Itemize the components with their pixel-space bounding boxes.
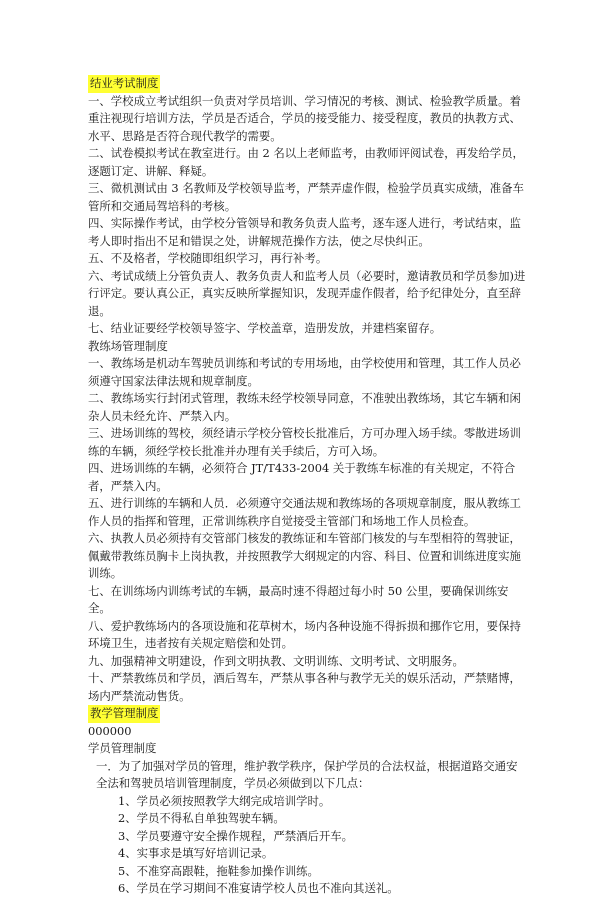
student-rule-6: 6、学员在学习期间不准宴请学校人员也不准向其送礼。 bbox=[118, 881, 399, 895]
document-page bbox=[88, 75, 528, 898]
ground-rule-4: 四、进场训练的车辆，必须符合 JT/T433-2004 关于教练车标准的有关规定，不符合者，严禁入内。 bbox=[88, 461, 516, 493]
section-heading-training-ground: 教练场管理制度 bbox=[88, 338, 168, 353]
student-rule-4: 4、实事求是填写好培训记录。 bbox=[118, 846, 274, 860]
ground-rule-10: 十、严禁教练员和学员，酒后驾车，严禁从事各种与教学无关的娱乐活动，严禁赌博，场内严禁流动售货。 bbox=[88, 671, 521, 703]
ground-rule-8: 八、爱护教练场内的各项设施和花草树木，场内各种设施不得拆损和挪作它用，要保持环境卫生，违者按有关规定赔偿和处罚。 bbox=[88, 618, 521, 650]
highlighted-heading: 结业考试制度 bbox=[88, 75, 160, 93]
ground-rule-5: 五、进行训练的车辆和人员．必须遵守交通法规和教练场的各项规章制度，服从教练工作人员的指挥和管理，正常训练秩序自觉接受主管部门和场地工作人员检查。 bbox=[88, 496, 521, 528]
ground-rule-6: 六、执教人员必须持有交管部门核发的教练证和车管部门核发的与车型相符的驾驶证，佩戴带教练员胸卡上岗执教，并按照教学大纲规定的内容、科目、位置和训练进度实施训练。 bbox=[88, 531, 521, 580]
ground-rule-7: 七、在训练场内训练考试的车辆，最高时速不得超过每小时 50 公里，要确保训练安全。 bbox=[88, 583, 509, 615]
exam-rule-7: 七、结业证要经学校领导签字、学校盖章，造册发放，并建档案留存。 bbox=[88, 321, 442, 335]
exam-rule-3: 三、微机测试由 3 名教师及学校领导监考，严禁弄虚作假，检验学员真实成绩，准备车管所和交通局驾培科的考核。 bbox=[88, 181, 524, 213]
exam-rule-5: 五、不及格者，学校随即组织学习，再行补考。 bbox=[88, 251, 328, 265]
ground-rule-9: 九、加强精神文明建设，作到文明执教、文明训练、文明考试、文明服务。 bbox=[88, 653, 464, 668]
code-line: 000000 bbox=[88, 723, 132, 738]
highlighted-heading: 教学管理制度 bbox=[88, 705, 160, 723]
student-rule-2: 2、学员不得私自单独驾驶车辆。 bbox=[118, 811, 285, 825]
ground-rule-3: 三、进场训练的驾校，须经请示学校分管校长批准后，方可办理入场手续。零散进场训练的车辆，须经学校长批准并办理有关手续后，方可入场。 bbox=[88, 426, 521, 458]
student-rule-3: 3、学员要遵守安全操作规程，严禁酒后开车。 bbox=[118, 828, 354, 843]
exam-rule-4: 四、实际操作考试，由学校分管领导和教务负责人监考，逐车逐人进行，考试结束，监考人即时指出不足和错误之处，讲解规范操作方法，使之尽快纠正。 bbox=[88, 216, 521, 248]
student-rule-5: 5、不准穿高跟鞋，拖鞋参加操作训练。 bbox=[118, 863, 319, 878]
ground-rule-2: 二、教练场实行封闭式管理，教练未经学校领导同意，不准驶出教练场，其它车辆和闲杂人员未经允许、严禁入内。 bbox=[88, 391, 521, 423]
student-intro: 一．为了加强对学员的管理，维护教学秩序，保护学员的合法权益，根据道路交通安全法和驾驶员培训管理制度，学员必须做到以下几点： bbox=[96, 758, 518, 790]
section-heading-exam bbox=[88, 75, 528, 93]
ground-rule-1: 一、教练场是机动车驾驶员训练和考试的专用场地，由学校使用和管理，其工作人员必须遵守国家法律法规和规章制度。 bbox=[88, 356, 521, 388]
student-rule-1: 1、学员必须按照教学大纲完成培训学时。 bbox=[118, 793, 331, 808]
exam-rule-1: 一、学校成立考试组织一负责对学员培训、学习情况的考核、测试、检验教学质量。着重注视现行培训方法，学员是否适合，学员的接受能力、接受程度，教员的执教方式、水平、思路是否符合现代教学的需要。 bbox=[88, 93, 521, 143]
exam-rule-6: 六、考试成绩上分管负责人、教务负责人和监考人员（必要时，邀请教员和学员参加)进行评定。要认真公正，真实反映所掌握知识，发现弄虚作假者，给予纪律处分，直至辞退。 bbox=[88, 268, 526, 318]
section-heading-teaching bbox=[88, 705, 528, 723]
exam-rule-2: 二、试卷模拟考试在教室进行。由 2 名以上老师监考，由教师评阅试卷，再发给学员，逐题订定、讲解、释疑。 bbox=[88, 146, 524, 178]
subtitle-student-management: 学员管理制度 bbox=[88, 741, 157, 755]
